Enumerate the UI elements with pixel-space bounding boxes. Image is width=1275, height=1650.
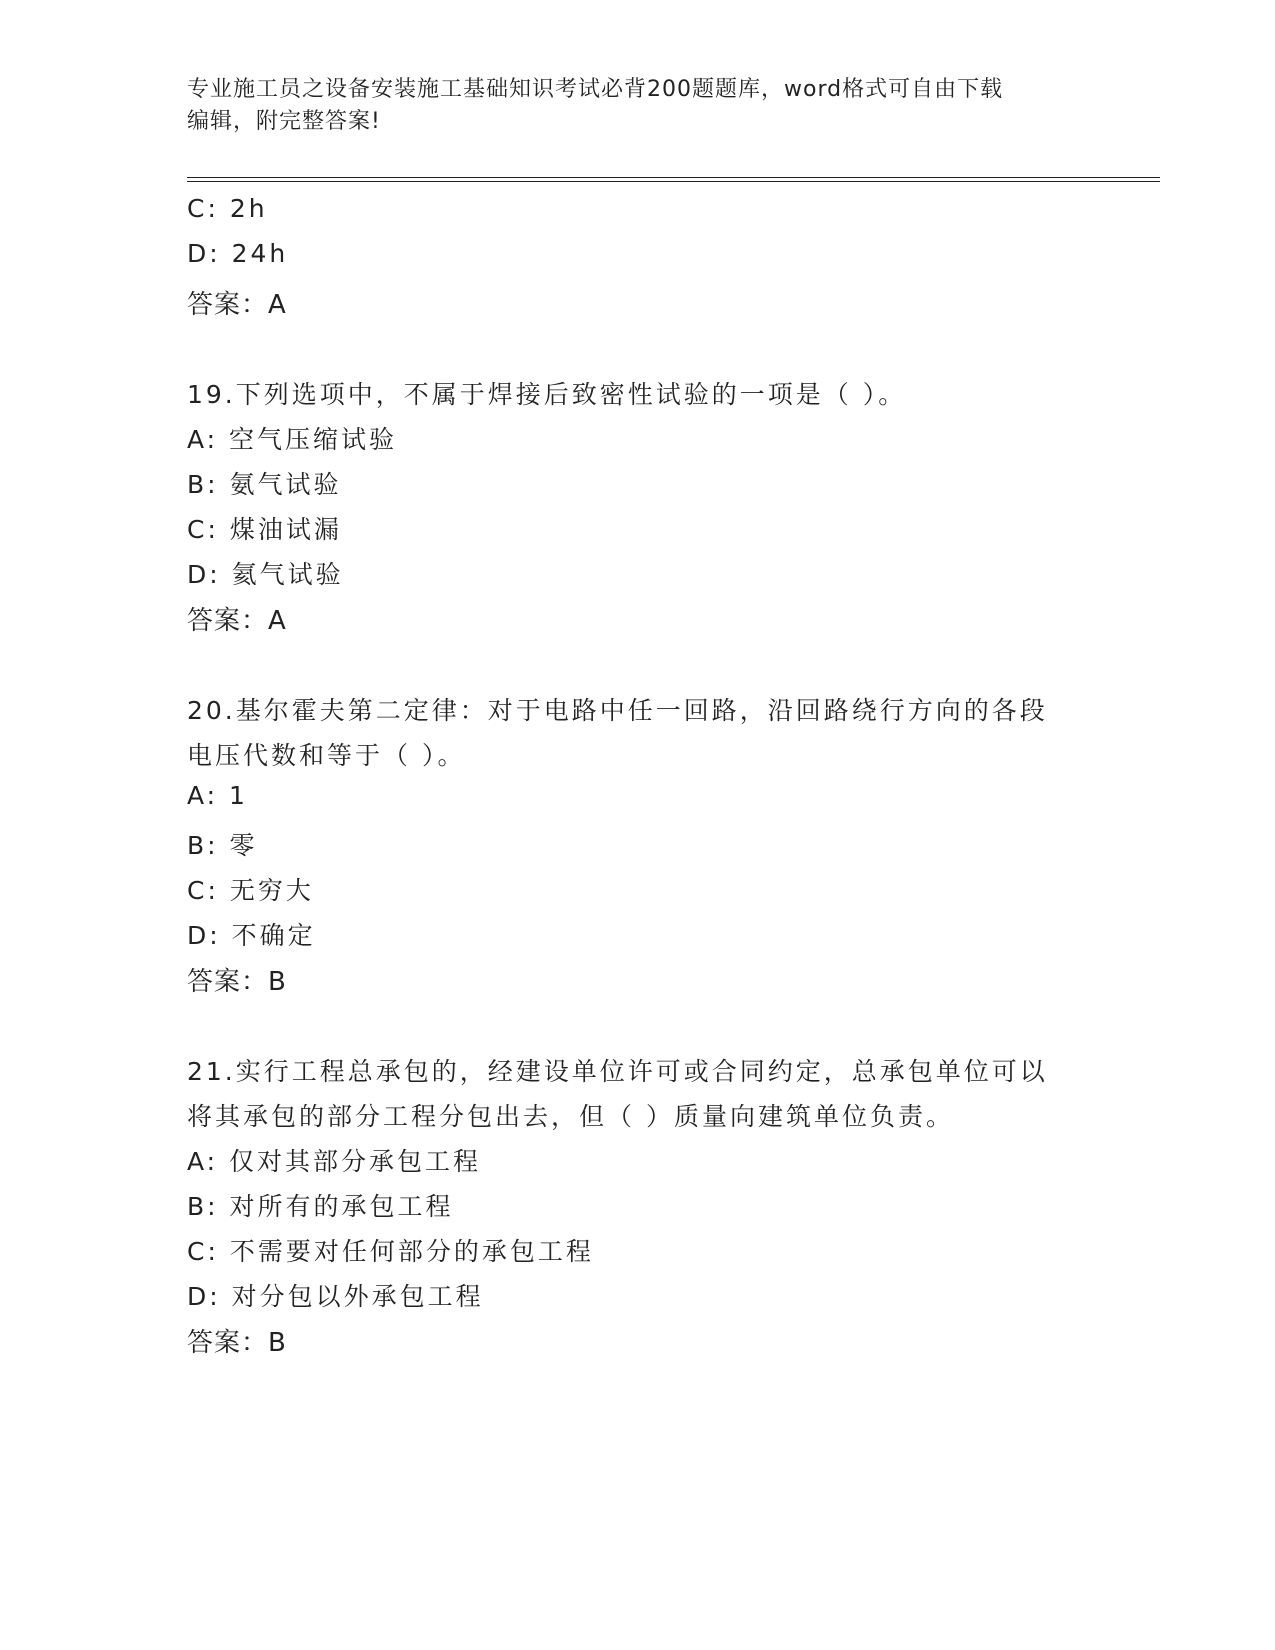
- option-d: D: 对分包以外承包工程: [187, 1282, 484, 1311]
- option-c: C: 2h: [187, 194, 268, 223]
- answer-line: 答案：B: [187, 967, 287, 997]
- option-c: C: 煤油试漏: [187, 515, 342, 544]
- header-title-line-1: 专业施工员之设备安装施工基础知识考试必背200题题库，word格式可自由下载: [187, 77, 1004, 102]
- option-b: B: 零: [187, 831, 258, 860]
- option-c: C: 不需要对任何部分的承包工程: [187, 1237, 594, 1266]
- answer-line: 答案：B: [187, 1328, 287, 1358]
- header-divider-bottom: [187, 181, 1160, 182]
- question-stem: 20.基尔霍夫第二定律：对于电路中任一回路，沿回路绕行方向的各段: [187, 696, 1048, 725]
- header-divider-top: [187, 177, 1160, 178]
- option-d: D: 不确定: [187, 921, 316, 950]
- answer-line: 答案：A: [187, 606, 287, 636]
- option-d: D: 24h: [187, 239, 289, 268]
- question-stem-continued: 将其承包的部分工程分包出去，但（ ）质量向建筑单位负责。: [187, 1102, 954, 1131]
- option-a: A: 1: [187, 781, 248, 810]
- option-d: D: 氦气试验: [187, 560, 344, 589]
- header-title-line-2: 编辑，附完整答案!: [187, 109, 381, 134]
- option-c: C: 无穷大: [187, 876, 314, 905]
- option-a: A: 仅对其部分承包工程: [187, 1147, 482, 1176]
- question-stem: 19.下列选项中，不属于焊接后致密性试验的一项是（ ）。: [187, 380, 907, 409]
- question-stem-continued: 电压代数和等于（ ）。: [187, 741, 466, 770]
- document-header: [187, 74, 1087, 138]
- option-b: B: 氨气试验: [187, 470, 342, 499]
- option-a: A: 空气压缩试验: [187, 425, 398, 454]
- option-b: B: 对所有的承包工程: [187, 1192, 454, 1221]
- question-stem: 21.实行工程总承包的，经建设单位许可或合同约定，总承包单位可以: [187, 1057, 1048, 1086]
- answer-line: 答案：A: [187, 290, 287, 320]
